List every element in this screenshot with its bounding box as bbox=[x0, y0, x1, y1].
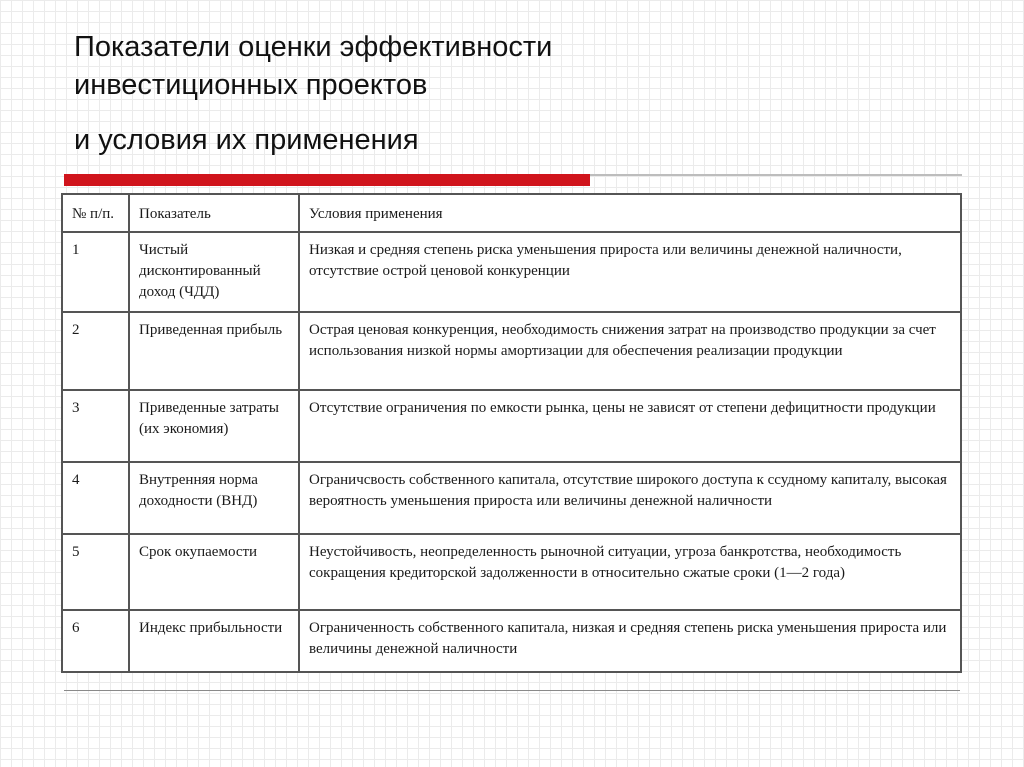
table-row bbox=[62, 610, 961, 672]
row-num: 1 bbox=[62, 232, 129, 312]
footer-divider bbox=[64, 690, 960, 691]
title-line-2: инвестиционных проектов bbox=[74, 69, 428, 101]
row-indicator: Внутренняя норма доходности (ВНД) bbox=[129, 462, 299, 534]
row-conditions: Неустойчивость, неопределенность рыночной ситуации, угроза банкротства, необходимость сокращения кредиторской задолженности в относительно сжатые сроки (1—2 года) bbox=[299, 534, 961, 610]
row-indicator: Срок окупаемости bbox=[129, 534, 299, 610]
header-num: № п/п. bbox=[62, 194, 129, 232]
row-conditions: Низкая и средняя степень риска уменьшения прироста или величины денежной наличности, отсутствие острой ценовой конкуренции bbox=[299, 232, 961, 312]
row-num: 5 bbox=[62, 534, 129, 610]
header-indicator: Показатель bbox=[129, 194, 299, 232]
table-row bbox=[62, 312, 961, 390]
row-conditions: Острая ценовая конкуренция, необходимость снижения затрат на производство продукции за счет использования низкой нормы амортизации для обеспечения реализации продукции bbox=[299, 312, 961, 390]
row-conditions: Отсутствие ограничения по емкости рынка, цены не зависят от степени дефицитности продукции bbox=[299, 390, 961, 462]
row-indicator: Индекс прибыльности bbox=[129, 610, 299, 672]
indicators-table bbox=[61, 193, 962, 673]
table-row bbox=[62, 232, 961, 312]
row-indicator: Приведенная прибыль bbox=[129, 312, 299, 390]
table-row bbox=[62, 390, 961, 462]
row-indicator: Приведенные затраты (их экономия) bbox=[129, 390, 299, 462]
row-num: 2 bbox=[62, 312, 129, 390]
row-indicator: Чистый дисконтированный доход (ЧДД) bbox=[129, 232, 299, 312]
table-row bbox=[62, 462, 961, 534]
slide-title bbox=[74, 28, 552, 159]
table-row bbox=[62, 534, 961, 610]
table-header-row bbox=[62, 194, 961, 232]
title-line-1: Показатели оценки эффективности bbox=[74, 31, 553, 63]
row-num: 4 bbox=[62, 462, 129, 534]
row-num: 6 bbox=[62, 610, 129, 672]
title-underline-accent bbox=[64, 174, 590, 186]
row-num: 3 bbox=[62, 390, 129, 462]
row-conditions: Ограниченность собственного капитала, низкая и средняя степень риска уменьшения прироста или величины денежной наличности bbox=[299, 610, 961, 672]
title-underline-thin bbox=[590, 174, 962, 186]
title-line-3: и условия их применения bbox=[74, 124, 419, 156]
header-conditions: Условия применения bbox=[299, 194, 961, 232]
row-conditions: Ограничсвость собственного капитала, отсутствие широкого доступа к ссудному капиталу, высокая вероятность уменьшения прироста или величины денежной наличности bbox=[299, 462, 961, 534]
